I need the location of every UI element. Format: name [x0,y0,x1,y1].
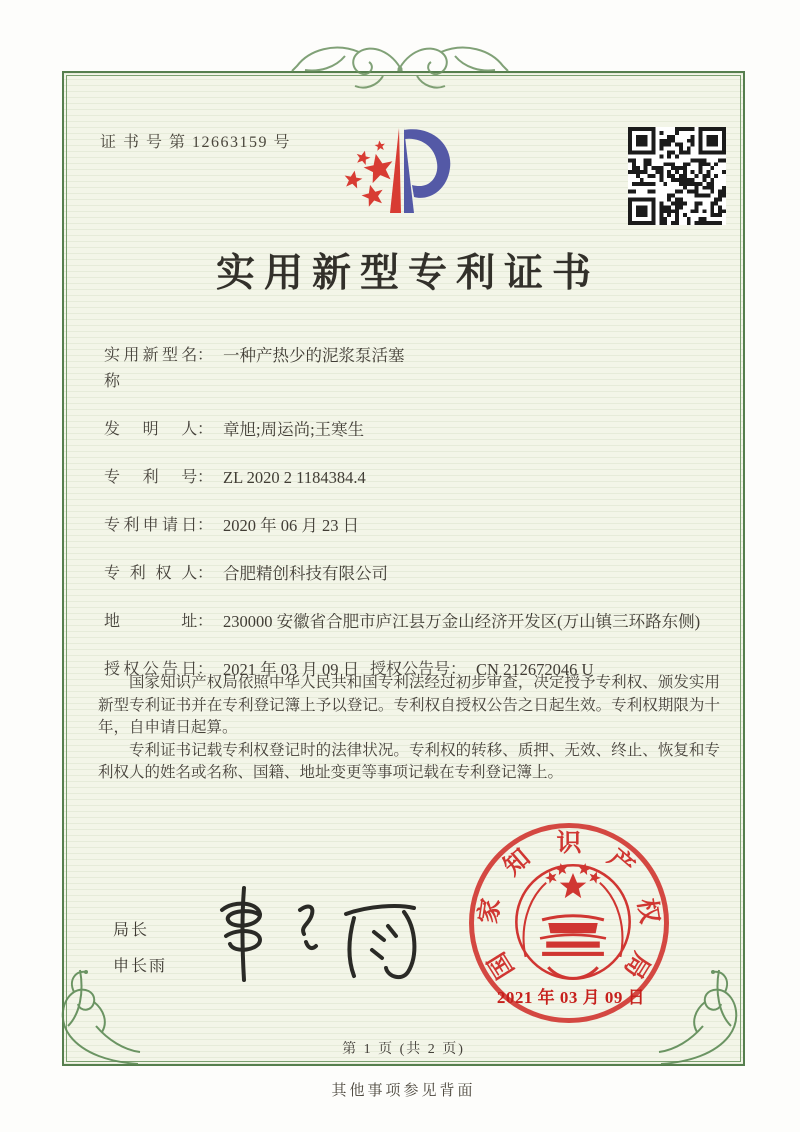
back-note: 其他事项参见背面 [331,1083,476,1099]
field-row-inventors [104,417,728,443]
signer-block [113,913,167,985]
field-row-patentee [104,561,728,587]
field-row-patent-no [104,465,728,491]
field-colon: ： [197,661,214,678]
field-row-name [104,343,728,395]
certificate-number: 证 书 号 第 12663159 号 [100,134,292,151]
seal-date: 2021 年 03 月 09 日 [496,988,646,1007]
field-value: ZL 2020 2 1184384.4 [223,468,366,487]
legal-text [98,672,720,785]
field-colon: ： [197,613,214,630]
field-colon: ： [197,517,214,534]
field-colon: ： [197,347,214,364]
field-list [104,343,728,705]
legal-paragraph-2: 专利证书记载专利权登记时的法律状况。专利权的转移、质押、无效、终止、恢复和专利权人的姓名或名称、国籍、地址变更等事项记载在专利登记簿上。 [98,741,720,781]
field-value: 一种产热少的泥浆泵活塞 [223,346,405,365]
field-label: 授权公告号 [370,661,451,678]
official-seal-icon: 国 家 知 识 产 权 局 [469,823,669,1023]
certificate-title: 实用新型专利证书 [215,252,600,295]
field-colon: ： [197,421,214,438]
field-label: 专利号 [104,469,197,486]
field-label: 实用新型名称 [104,347,197,390]
national-emblem-icon [511,856,635,992]
signature-icon [208,880,438,990]
field-label: 授权公告日 [104,661,197,678]
field-value: CN 212672046 U [476,660,594,679]
field-value: 合肥精创科技有限公司 [223,564,389,583]
field-value: 2021 年 03 月 09 日 [223,660,360,679]
field-value: 230000 安徽省合肥市庐江县万金山经济开发区(万山镇三环路东侧) [223,612,701,631]
field-row-address [104,609,728,635]
field-label: 发明人 [104,421,197,438]
field-colon: ： [197,469,214,486]
signer-title: 局长 [113,922,150,939]
field-label: 专利申请日 [104,517,197,534]
field-row-filing-date [104,513,728,539]
field-colon: ： [197,565,214,582]
cnipa-logo-icon [330,106,480,236]
page-number: 第 1 页 (共 2 页) [342,1042,465,1057]
legal-paragraph-1: 国家知识产权局依照中华人民共和国专利法经过初步审查，决定授予专利权、颁发实用新型专利证书并在专利登记簿上予以登记。专利权自授权公告之日起生效。专利权期限为十年，自申请日起算。 [98,674,720,736]
field-label: 专利权人 [104,565,197,582]
signer-name: 申长雨 [113,958,168,975]
field-value: 2020 年 06 月 23 日 [223,516,360,535]
qr-code-icon [628,127,726,225]
field-label: 地址 [104,613,197,630]
field-value: 章旭;周运尚;王寒生 [223,420,365,439]
field-colon: ： [450,661,467,678]
